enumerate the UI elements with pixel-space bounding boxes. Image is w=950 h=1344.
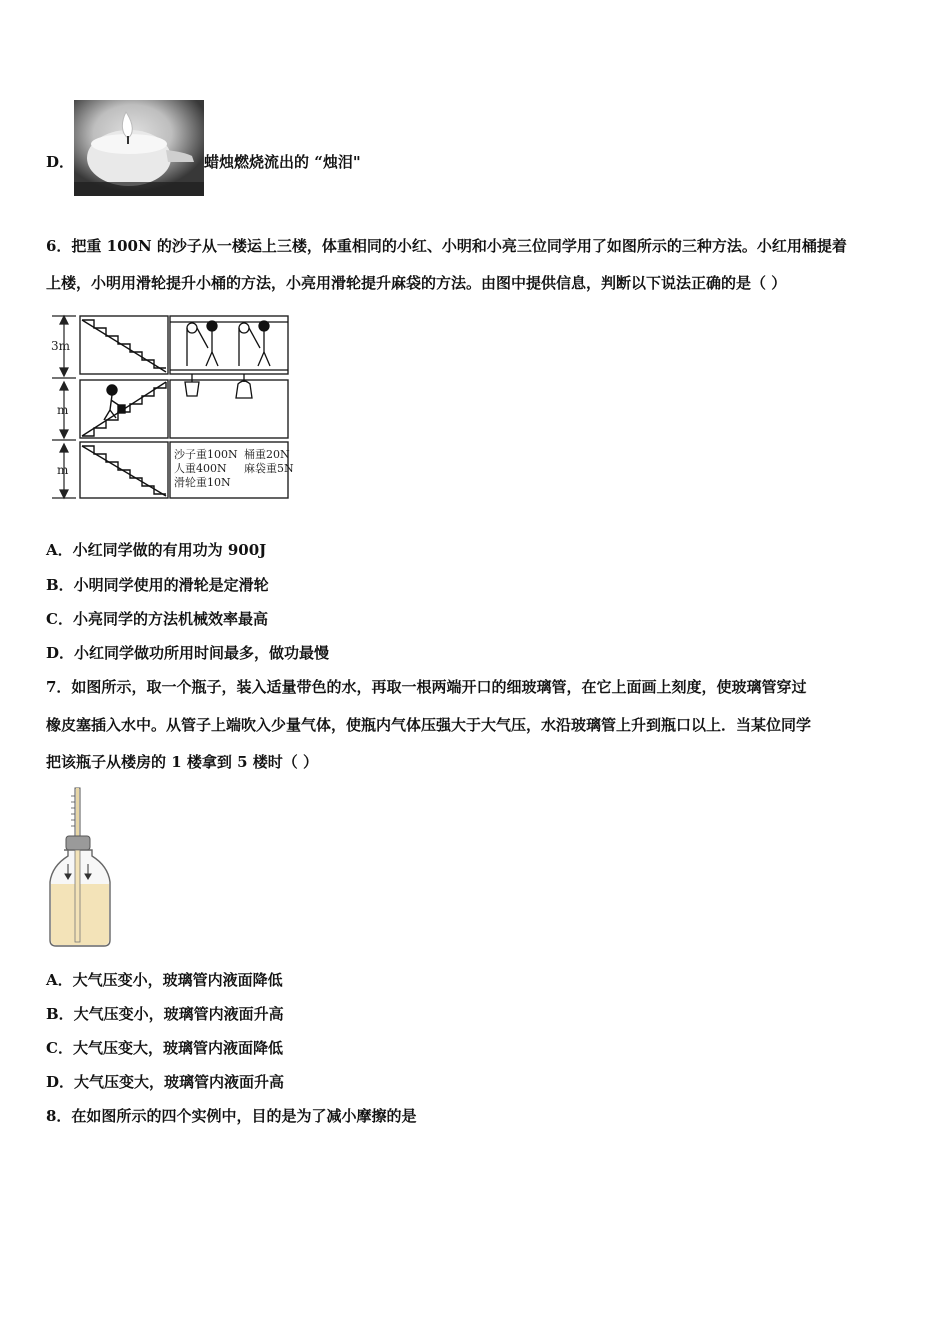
q6-info-bucket: 桶重20N (244, 448, 290, 461)
q7-option-a: A．大气压变小，玻璃管内液面降低 (46, 971, 283, 989)
q6-info-pulley: 滑轮重10N (174, 476, 231, 489)
q6-option-a: A．小红同学做的有用功为 900J (46, 541, 267, 559)
candle-photo (74, 100, 204, 196)
q6-info-person: 人重400N (174, 462, 227, 475)
q7-bottle-figure (44, 786, 116, 950)
q6-stem-line1: 6．把重 100N 的沙子从一楼运上三楼，体重相同的小红、小明和小亮三位同学用了如图所示的三种方法。小红用桶提着 (46, 237, 847, 255)
q6-height-2: m (57, 403, 69, 417)
q6-info-sand: 沙子重100N (174, 448, 238, 461)
q7-option-c: C．大气压变大，玻璃管内液面降低 (46, 1039, 283, 1057)
q7-option-b: B．大气压变小，玻璃管内液面升高 (46, 1005, 284, 1023)
q6-stem-line2: 上楼，小明用滑轮提升小桶的方法，小亮用滑轮提升麻袋的方法。由图中提供信息，判断以下说法正确的是（ ） (46, 274, 787, 292)
q7-stem-line2: 橡皮塞插入水中。从管子上端吹入少量气体，使瓶内气体压强大于大气压，水沿玻璃管上升到瓶口以上．当某位同学 (46, 716, 812, 734)
q6-height-1: 3m (51, 339, 71, 353)
q6-figure (48, 312, 298, 502)
q6-option-c: C．小亮同学的方法机械效率最高 (46, 610, 268, 628)
prev-option-d-text: 蜡烛燃烧流出的 “烛泪" (204, 153, 361, 171)
q8-stem-line1: 8．在如图所示的四个实例中，目的是为了减小摩擦的是 (46, 1107, 417, 1125)
q7-option-d: D．大气压变大，玻璃管内液面升高 (46, 1073, 285, 1091)
prev-option-d-label: D． (46, 153, 75, 171)
q7-stem-line3: 把该瓶子从楼房的 1 楼拿到 5 楼时（ ） (46, 753, 318, 771)
q6-height-3: m (57, 463, 69, 477)
q7-stem-line1: 7．如图所示，取一个瓶子，装入适量带色的水，再取一根两端开口的细玻璃管，在它上面画上刻度，使玻璃管穿过 (46, 678, 807, 696)
q6-option-d: D．小红同学做功所用时间最多，做功最慢 (46, 644, 330, 662)
q6-option-b: B．小明同学使用的滑轮是定滑轮 (46, 576, 269, 594)
q6-info-sack: 麻袋重5N (244, 462, 294, 475)
